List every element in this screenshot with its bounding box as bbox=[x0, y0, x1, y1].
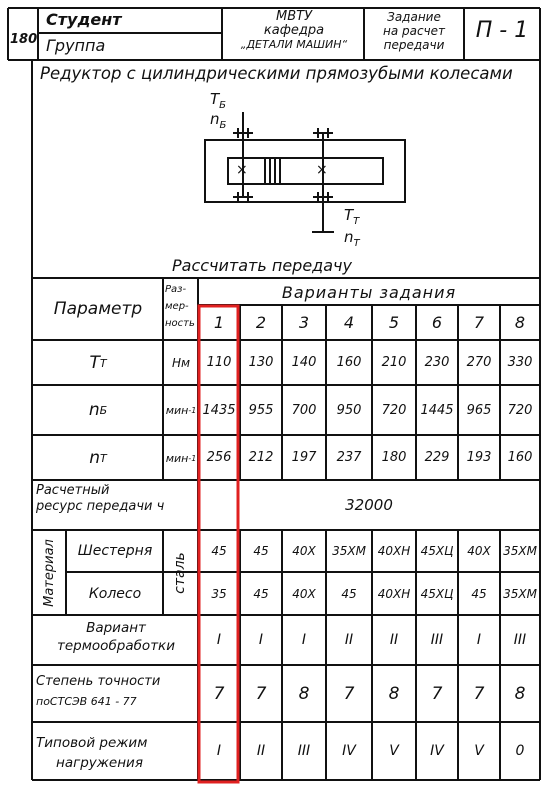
torque-out-value-4: 160 bbox=[336, 355, 362, 370]
input-speed-label: $n_Б$ bbox=[210, 110, 227, 131]
param-header: Параметр bbox=[53, 299, 143, 319]
variant-number-4: 4 bbox=[343, 313, 355, 332]
wheel-material-value-5: 40ХН bbox=[377, 586, 411, 601]
resource-label bbox=[36, 483, 164, 515]
output-torque-label: $Т_Т$ bbox=[344, 206, 360, 227]
speed-in-value-7: 965 bbox=[466, 402, 492, 418]
load-mode-value-1: I bbox=[216, 743, 222, 759]
speed-in-value-4: 950 bbox=[336, 402, 362, 418]
variant-number-7: 7 bbox=[473, 313, 485, 332]
gear-material-value-1: 45 bbox=[211, 544, 227, 558]
gear-material-value-5: 40ХН bbox=[377, 544, 411, 558]
page-number: 180 bbox=[10, 32, 38, 47]
input-torque-label: $Т_Б$ bbox=[210, 90, 227, 111]
task-block bbox=[366, 10, 462, 52]
speed-out-value-5: 180 bbox=[381, 450, 407, 465]
resource-unit: ч bbox=[156, 499, 165, 514]
gear-material-value-3: 40Х bbox=[292, 544, 316, 558]
speed-in-value-3: 700 bbox=[291, 402, 317, 418]
task-line-3: передачи bbox=[383, 38, 445, 52]
load-mode-line-2: нагружения bbox=[56, 755, 143, 771]
task-line-1: Задание bbox=[387, 10, 441, 24]
accuracy-line-2: поСТСЭВ 641 - 77 bbox=[36, 695, 137, 708]
torque-out-value-3: 140 bbox=[291, 355, 317, 370]
heat-treatment-line-1: Вариант bbox=[86, 620, 146, 636]
unit-speed-in: мин -1 bbox=[165, 403, 197, 417]
gear-material-value-4: 35ХМ bbox=[332, 544, 366, 558]
unit-header-line-3: ность bbox=[165, 318, 195, 329]
unit-header-line-2: мер- bbox=[165, 301, 189, 312]
accuracy-line-1: Степень точности bbox=[36, 674, 161, 689]
speed-out-value-7: 193 bbox=[466, 450, 492, 465]
gear-material-value-8: 35ХМ bbox=[503, 544, 537, 558]
heat-treatment-line-2: термообработки bbox=[57, 638, 175, 654]
unit-header bbox=[165, 281, 197, 332]
variant-number-3: 3 bbox=[298, 313, 310, 332]
wheel-material-value-8: 35ХМ bbox=[503, 586, 537, 601]
param-torque-out: Т Т bbox=[89, 353, 107, 373]
load-mode-value-2: II bbox=[256, 743, 266, 759]
speed-in-value-5: 720 bbox=[381, 402, 407, 418]
task-line-2: на расчет bbox=[382, 24, 446, 38]
resource-value: 32000 bbox=[345, 496, 393, 514]
load-mode-line-1: Типовой режим bbox=[36, 735, 148, 751]
variant-number-1: 1 bbox=[213, 313, 225, 332]
input-bearing-mark: × bbox=[236, 162, 248, 178]
resource-label-line-2: ресурс передачи ч bbox=[36, 499, 165, 514]
resource-label-line-1: Расчетный bbox=[36, 483, 110, 498]
wheel-material-value-7: 45 bbox=[471, 586, 487, 601]
dept-line-3: „ДЕТАЛИ МАШИН“ bbox=[240, 38, 348, 51]
torque-out-value-7: 270 bbox=[466, 355, 492, 370]
speed-in-value-2: 955 bbox=[248, 402, 274, 418]
load-mode-value-6: IV bbox=[430, 743, 444, 759]
load-mode-value-5: V bbox=[389, 743, 399, 759]
material-group-label: Материал bbox=[41, 539, 57, 607]
speed-out-value-2: 212 bbox=[248, 450, 274, 465]
heat-treatment-value-6: III bbox=[430, 632, 444, 648]
material-unit: сталь bbox=[172, 552, 188, 594]
unit-speed-out: мин -1 bbox=[165, 451, 197, 465]
task-code: П - 1 bbox=[475, 18, 529, 43]
load-mode-value-7: V bbox=[474, 743, 484, 759]
speed-in-value-1: 1435 bbox=[202, 402, 236, 418]
subtitle: Рассчитать передачу bbox=[172, 256, 352, 275]
torque-out-value-8: 330 bbox=[507, 355, 533, 370]
torque-out-value-5: 210 bbox=[381, 355, 407, 370]
gear-material-value-7: 40Х bbox=[467, 544, 491, 558]
heat-treatment-value-4: II bbox=[344, 632, 354, 648]
heat-treatment-label bbox=[36, 619, 196, 655]
speed-out-value-3: 197 bbox=[291, 450, 317, 465]
param-speed-in: n Б bbox=[88, 400, 108, 420]
torque-out-value-1: 110 bbox=[206, 355, 232, 370]
variant-number-5: 5 bbox=[388, 313, 400, 332]
speed-out-value-1: 256 bbox=[206, 450, 232, 465]
heat-treatment-value-8: III bbox=[513, 632, 527, 648]
wheel-label: Колесо bbox=[88, 586, 142, 602]
gear-material-value-6: 45ХЦ bbox=[420, 544, 454, 558]
heat-treatment-value-2: I bbox=[258, 632, 264, 648]
variant-number-6: 6 bbox=[431, 313, 443, 332]
speed-out-value-4: 237 bbox=[336, 450, 362, 465]
heat-treatment-value-5: II bbox=[389, 632, 399, 648]
accuracy-value-3: 8 bbox=[298, 683, 310, 704]
load-mode-value-3: III bbox=[297, 743, 311, 759]
speed-out-value-6: 229 bbox=[424, 450, 450, 465]
department-block bbox=[226, 10, 362, 52]
speed-out-value-8: 160 bbox=[507, 450, 533, 465]
heat-treatment-value-1: I bbox=[216, 632, 222, 648]
accuracy-value-7: 7 bbox=[473, 683, 485, 704]
page-title: Редуктор с цилиндрическими прямозубыми колесами bbox=[40, 64, 513, 83]
heat-treatment-value-7: I bbox=[476, 632, 482, 648]
load-mode-value-4: IV bbox=[342, 743, 356, 759]
student-label: Студент bbox=[46, 10, 122, 29]
accuracy-value-4: 7 bbox=[343, 683, 355, 704]
variant-number-8: 8 bbox=[514, 313, 526, 332]
wheel-material-value-4: 45 bbox=[341, 586, 357, 601]
gear-label: Шестерня bbox=[77, 543, 153, 559]
variants-header: Варианты задания bbox=[281, 282, 457, 302]
wheel-material-value-2: 45 bbox=[253, 586, 269, 601]
reducer-schematic bbox=[205, 112, 405, 232]
wheel-material-value-6: 45ХЦ bbox=[420, 586, 454, 601]
load-mode-value-8: 0 bbox=[515, 743, 525, 759]
gear-material-value-2: 45 bbox=[253, 544, 269, 558]
accuracy-value-1: 7 bbox=[213, 683, 225, 704]
speed-in-value-6: 1445 bbox=[420, 402, 454, 418]
accuracy-value-6: 7 bbox=[431, 683, 443, 704]
speed-in-value-8: 720 bbox=[507, 402, 533, 418]
param-speed-out: n Т bbox=[89, 448, 107, 468]
accuracy-label bbox=[36, 672, 196, 712]
dept-line-2: кафедра bbox=[263, 23, 325, 38]
accuracy-value-5: 8 bbox=[388, 683, 400, 704]
heat-treatment-value-3: I bbox=[301, 632, 307, 648]
unit-header-line-1: Раз- bbox=[165, 284, 187, 295]
unit-torque: Нм bbox=[171, 356, 191, 370]
torque-out-value-2: 130 bbox=[248, 355, 274, 370]
accuracy-value-8: 8 bbox=[514, 683, 526, 704]
output-speed-label: $n_Т$ bbox=[344, 228, 360, 249]
output-bearing-mark: × bbox=[316, 162, 328, 178]
wheel-material-value-1: 35 bbox=[211, 586, 227, 601]
accuracy-value-2: 7 bbox=[255, 683, 267, 704]
wheel-material-value-3: 40Х bbox=[292, 586, 316, 601]
torque-out-value-6: 230 bbox=[424, 355, 450, 370]
load-mode-label bbox=[36, 733, 196, 773]
dept-line-1: МВТУ bbox=[276, 9, 312, 24]
group-label: Группа bbox=[46, 36, 106, 55]
variant-number-2: 2 bbox=[255, 313, 267, 332]
